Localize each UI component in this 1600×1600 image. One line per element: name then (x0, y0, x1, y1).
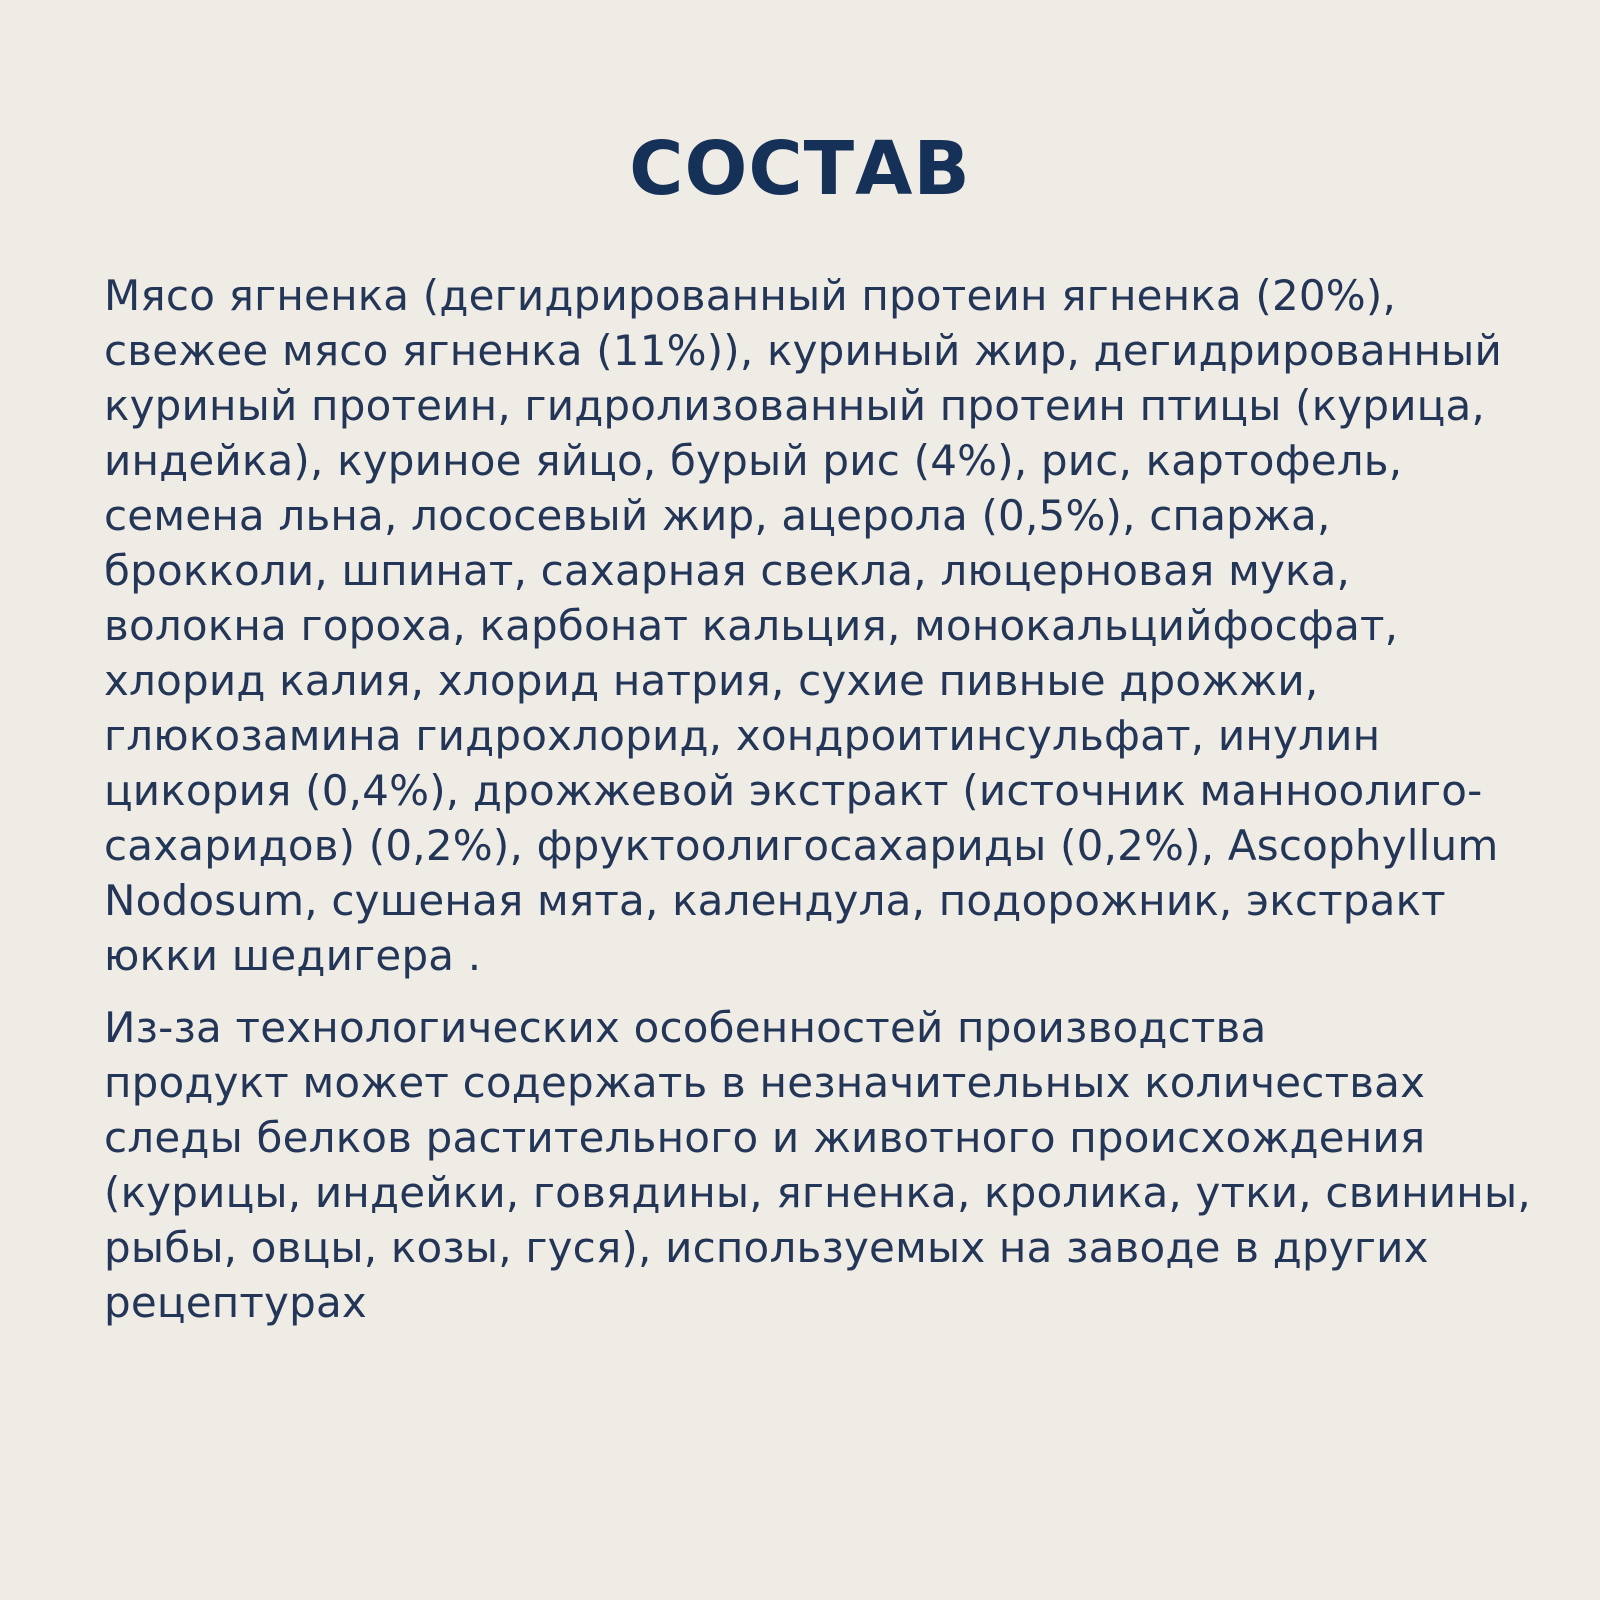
ingredients-line: хлорид калия, хлорид натрия, сухие пивные дрожжи, (104, 656, 1319, 705)
allergen-note-line: (курицы, индейки, говядины, ягненка, кролика, утки, свинины, (104, 1168, 1531, 1217)
allergen-note-line: рецептурах (104, 1278, 367, 1327)
ingredients-line: индейка), куриное яйцо, бурый рис (4%), рис, картофель, (104, 436, 1403, 485)
ingredients-line: глюкозамина гидрохлорид, хондроитинсульфат, инулин (104, 711, 1381, 760)
allergen-note-line: продукт может содержать в незначительных количествах (104, 1058, 1426, 1107)
ingredients-paragraph (104, 268, 1554, 983)
allergen-note-paragraph (104, 1000, 1554, 1330)
ingredients-line: свежее мясо ягненка (11%)), куриный жир, дегидрированный (104, 326, 1502, 375)
ingredients-line: цикория (0,4%), дрожжевой экстракт (источник манноолиго- (104, 766, 1483, 815)
ingredients-line: Мясо ягненка (дегидрированный протеин ягненка (20%), (104, 271, 1397, 320)
ingredients-line: сахаридов) (0,2%), фруктоолигосахариды (0,2%), Ascophyllum (104, 821, 1499, 870)
ingredients-line: юкки шедигера . (104, 931, 482, 980)
composition-text (104, 268, 1554, 1330)
ingredients-line: семена льна, лососевый жир, ацерола (0,5%), спаржа, (104, 491, 1331, 540)
allergen-note-line: рыбы, овцы, козы, гуся), используемых на заводе в других (104, 1223, 1429, 1272)
allergen-note-line: Из-за технологических особенностей производства (104, 1003, 1267, 1052)
ingredients-line: куриный протеин, гидролизованный протеин птицы (курица, (104, 381, 1485, 430)
allergen-note-line: следы белков растительного и животного происхождения (104, 1113, 1426, 1162)
ingredients-line: волокна гороха, карбонат кальция, монокальцийфосфат, (104, 601, 1399, 650)
ingredients-line: брокколи, шпинат, сахарная свекла, люцерновая мука, (104, 546, 1351, 595)
ingredients-line: Nodosum, сушеная мята, календула, подорожник, экстракт (104, 876, 1446, 925)
page-title: СОСТАВ (629, 126, 971, 212)
